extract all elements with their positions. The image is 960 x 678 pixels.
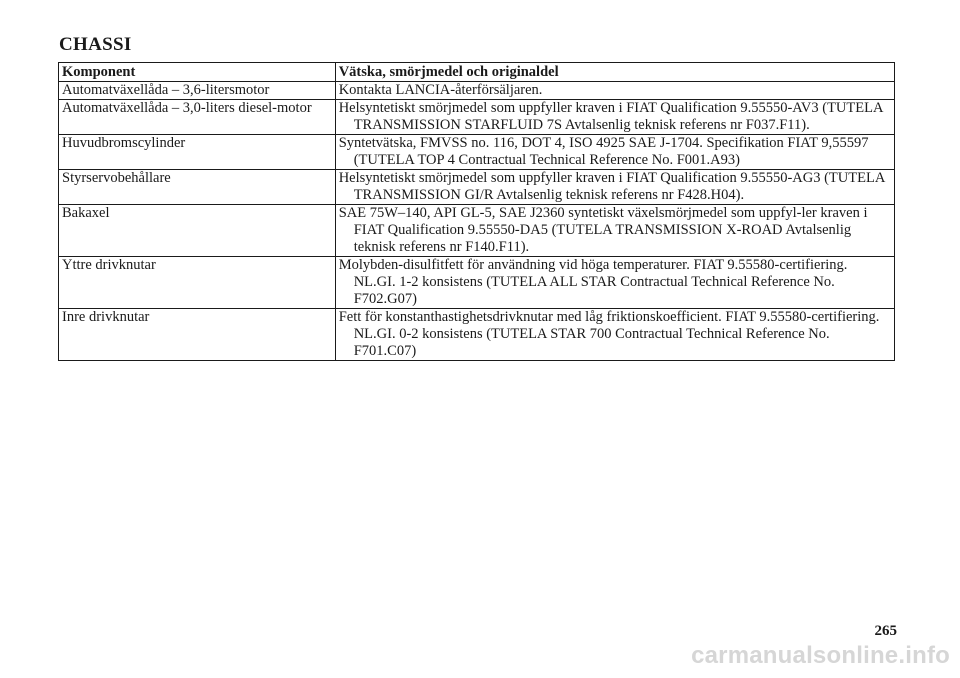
column-header-fluid: Vätska, smörjmedel och originaldel bbox=[335, 63, 894, 82]
section-title: CHASSI bbox=[59, 34, 132, 55]
table-row bbox=[59, 170, 895, 205]
spec-cell: Kontakta LANCIA-återförsäljaren. bbox=[335, 82, 894, 100]
component-cell: Bakaxel bbox=[59, 205, 336, 257]
spec-cell: Syntetvätska, FMVSS no. 116, DOT 4, ISO 4925 SAE J-1704. Specifikation FIAT 9,55597 (TUTELA TOP 4 Contractual Technical Reference No. F001.A93) bbox=[335, 135, 894, 170]
table-row bbox=[59, 205, 895, 257]
component-cell: Inre drivknutar bbox=[59, 309, 336, 361]
component-cell: Automatväxellåda – 3,6-litersmotor bbox=[59, 82, 336, 100]
watermark: carmanualsonline.info bbox=[691, 642, 950, 669]
spec-cell: Helsyntetiskt smörjmedel som uppfyller kraven i FIAT Qualification 9.55550-AV3 (TUTELA TRANSMISSION STARFLUID 7S Avtalsenlig teknisk referens nr F037.F11). bbox=[335, 100, 894, 135]
component-cell: Styrservobehållare bbox=[59, 170, 336, 205]
component-cell: Automatväxellåda – 3,0-liters diesel-motor bbox=[59, 100, 336, 135]
spec-cell: SAE 75W–140, API GL-5, SAE J2360 syntetiskt växelsmörjmedel som uppfyl-ler kraven i FIAT Qualification 9.55550-DA5 (TUTELA TRANSMISSION X-ROAD Avtalsenlig teknisk referens nr F140.F11). bbox=[335, 205, 894, 257]
table-row bbox=[59, 100, 895, 135]
table-header-row bbox=[59, 63, 895, 82]
spec-cell: Molybden-disulfitfett för användning vid höga temperaturer. FIAT 9.55580-certifiering. NL.GI. 1-2 konsistens (TUTELA ALL STAR Contractual Technical Reference No. F702.G07) bbox=[335, 257, 894, 309]
component-cell: Yttre drivknutar bbox=[59, 257, 336, 309]
table-row bbox=[59, 257, 895, 309]
table-row bbox=[59, 82, 895, 100]
table-row bbox=[59, 135, 895, 170]
column-header-component: Komponent bbox=[59, 63, 336, 82]
spec-cell: Fett för konstanthastighetsdrivknutar med låg friktionskoefficient. FIAT 9.55580-certifiering. NL.GI. 0-2 konsistens (TUTELA STAR 700 Contractual Technical Reference No. F701.C07) bbox=[335, 309, 894, 361]
table-row bbox=[59, 309, 895, 361]
fluids-table bbox=[58, 62, 895, 361]
spec-cell: Helsyntetiskt smörjmedel som uppfyller kraven i FIAT Qualification 9.55550-AG3 (TUTELA TRANSMISSION GI/R Avtalsenlig teknisk referens nr F428.H04). bbox=[335, 170, 894, 205]
page-number: 265 bbox=[874, 623, 897, 639]
component-cell: Huvudbromscylinder bbox=[59, 135, 336, 170]
